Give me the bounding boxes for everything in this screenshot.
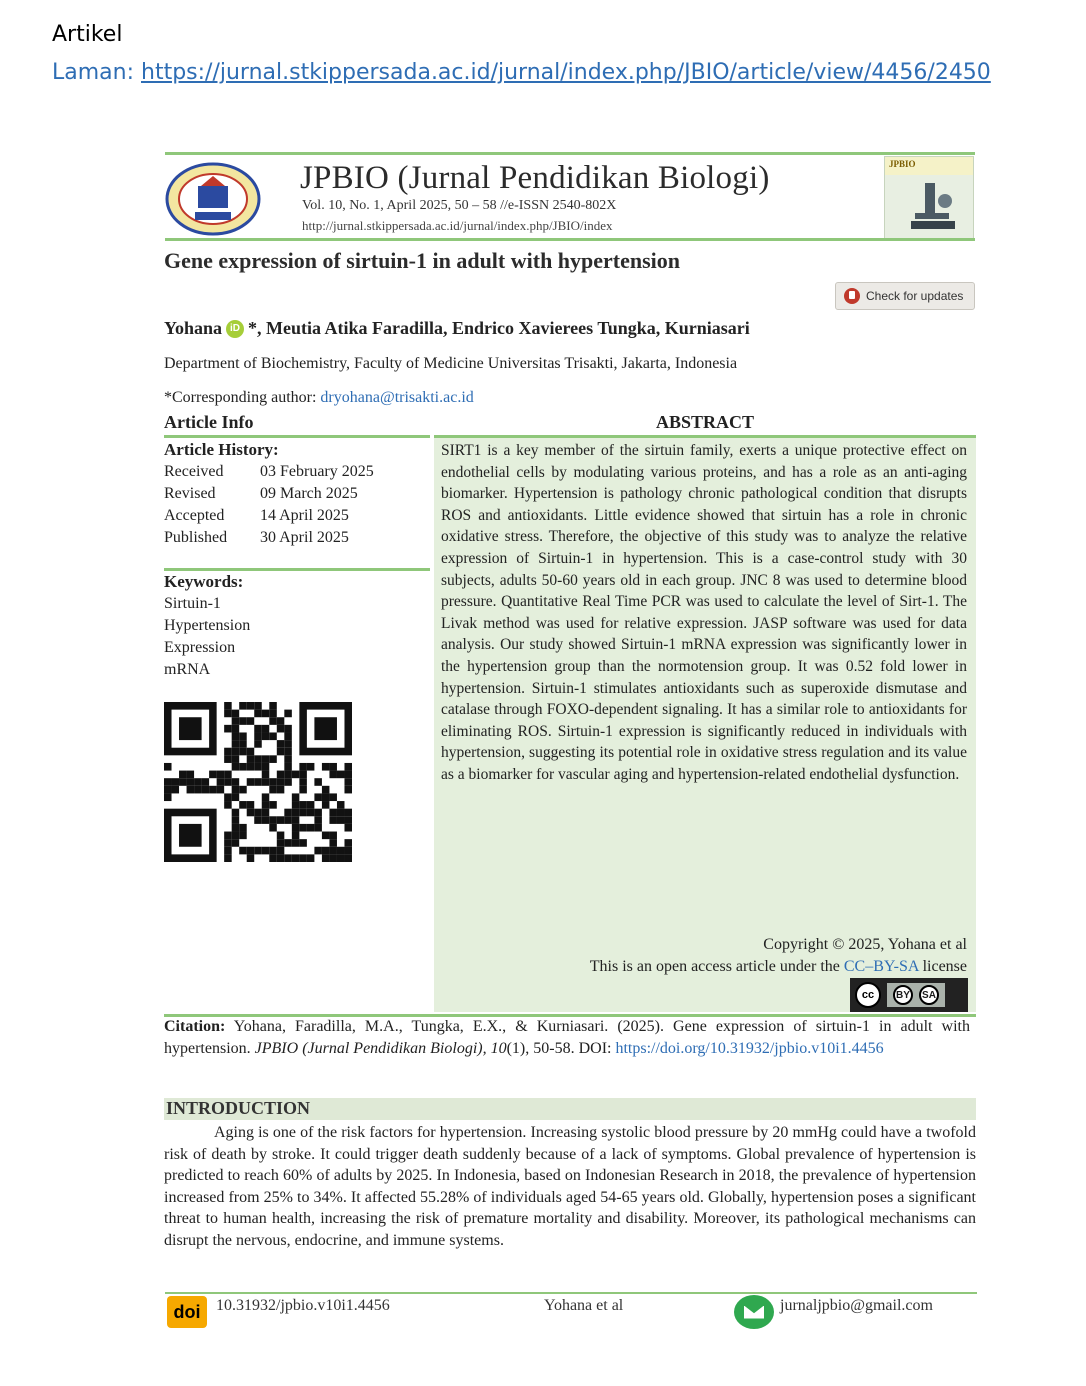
cover-label: JPBIO [889, 159, 916, 169]
keywords-rule [164, 568, 430, 571]
check-for-updates-label: Check for updates [866, 289, 964, 303]
laman-prefix: Laman: [52, 60, 141, 85]
journal-title: JPBIO (Jurnal Pendidikan Biologi) [300, 160, 770, 196]
journal-volume: Vol. 10, No. 1, April 2025, 50 – 58 //e-ISSN 2540-802X [302, 198, 617, 213]
citation-issue: (1), 50-58. DOI: [506, 1040, 616, 1057]
license-line [434, 956, 967, 978]
history-row [164, 483, 374, 505]
citation-journal: JPBIO (Jurnal Pendidikan Biologi), 10 [254, 1040, 507, 1057]
abstract-heading: ABSTRACT [434, 412, 976, 438]
history-key: Received [164, 463, 224, 480]
history-value: 14 April 2025 [260, 507, 349, 524]
citation-label: Citation: [164, 1018, 226, 1035]
corresponding-author [164, 389, 474, 407]
citation-text: Yohana, Faradilla, M.A., Tungka, E.X., & Kurniasari. (2025). Gene expression of sirtuin-1 in adult with hypertension. [164, 1018, 970, 1057]
footer-author: Yohana et al [544, 1297, 624, 1314]
author-list [164, 318, 750, 339]
citation-doi-link[interactable]: https://doi.org/10.31932/jpbio.v10i1.4456 [615, 1040, 884, 1057]
corresponding-prefix: *Corresponding author: [164, 389, 321, 406]
corresponding-email[interactable]: dryohana@trisakti.ac.id [320, 389, 474, 406]
footer-doi[interactable]: 10.31932/jpbio.v10i1.4456 [216, 1297, 390, 1314]
orcid-icon[interactable]: iD [226, 320, 244, 338]
license-link[interactable]: CC–BY-SA [843, 958, 919, 975]
cc-terms [887, 983, 945, 1007]
keywords-label: Keywords: [164, 572, 244, 591]
check-for-updates-button[interactable] [835, 282, 975, 310]
keywords-list [164, 593, 250, 681]
history-key: Revised [164, 485, 216, 502]
by-icon: BY [893, 985, 913, 1005]
history-row [164, 461, 374, 483]
footer-email[interactable]: jurnaljpbio@gmail.com [780, 1297, 933, 1314]
header-rule-bottom [165, 238, 975, 241]
other-authors: *, Meutia Atika Faradilla, Endrico Xavierees Tungka, Kurniasari [248, 318, 750, 338]
history-row [164, 505, 374, 527]
email-icon [734, 1295, 774, 1329]
microscope-icon [885, 157, 973, 239]
citation [164, 1016, 970, 1060]
header-rule-top [165, 152, 975, 155]
abstract-text: SIRT1 is a key member of the sirtuin family, exerts a unique protective effect on endothelial cells by modulating various proteins, and has a role as an anti-aging biomarker. Hypertension is pathology chronic pathological condition that disrupts ROS and antioxidants. Little evidence showed that sirtuin has a role in chronic oxidative stress. Therefore, the objective of this study was to analyze the relative expression of Sirtuin-1 in hypertension. This is a case-control study with 30 subjects, adults 50-60 years old in each group. JNC 8 was used to determine blood pressure. Quantitative Real Time PCR was used to calculate the level of Sirt-1. The Livak method was used for relative expression. JASP software was used for data analysis. Our study showed Sirtuin-1 mRNA expression was significantly lower in the hypertension group than the normotension group. It was 0.52 fold lower in hypertension. Sirtuin-1 stimulates antioxidants such as superoxide dismutase and catalase through FOXO-dependent signaling. It has a similar role to antioxidants for eliminating ROS. Sirtuin-1 expression is significantly reduced in individuals with hypertension, suggesting its potential role in oxidative stress regulation and its value as a biomarker for vascular aging and hypertension-related endothelial dysfunction. [441, 442, 967, 783]
university-seal-icon [165, 162, 261, 236]
keyword-item: Hypertension [164, 617, 251, 634]
introduction-text: Aging is one of the risk factors for hypertension. Increasing systolic blood pressure by 20 mmHg could have a twofold risk of death by stroke. It could trigger death suddenly because of a lack of symptoms. Global prevalence of hypertension is predicted to reach 60% of adults by 2025. In Indonesia, based on Indonesian Research in 2018, the prevalence of hypertension increased from 25% to 34%. It affected 55.28% of individuals aged 54-65 years old. Globally, hypertension poses a significant threat to human health, increasing the risk of premature mortality and disability. Moreover, its pathological mechanisms can disrupt the nervous, endocrine, and immune systems. [164, 1124, 976, 1249]
license-prefix: This is an open access article under the [589, 958, 844, 975]
first-author: Yohana [164, 318, 223, 338]
article-info-heading: Article Info [164, 412, 430, 438]
history-key: Published [164, 529, 228, 546]
copyright-block [434, 934, 967, 978]
copyright-line: Copyright © 2025, Yohana et al [763, 936, 967, 953]
history-key: Accepted [164, 507, 225, 524]
cc-icon: cc [855, 982, 881, 1008]
keyword-item: mRNA [164, 661, 211, 678]
article-page [160, 148, 980, 1338]
page-label: Artikel [52, 22, 123, 47]
article-history-label: Article History: [164, 440, 279, 459]
history-value: 03 February 2025 [260, 463, 374, 480]
journal-url: http://jurnal.stkippersada.ac.id/jurnal/index.php/JBIO/index [302, 218, 613, 233]
history-value: 09 March 2025 [260, 485, 358, 502]
qr-code-icon[interactable] [164, 702, 352, 862]
laman-line [52, 60, 991, 85]
history-row [164, 527, 374, 549]
license-suffix: license [918, 958, 967, 975]
article-history-table [164, 461, 374, 549]
affiliation: Department of Biochemistry, Faculty of Medicine Universitas Trisakti, Jakarta, Indonesia [164, 355, 738, 372]
article-link[interactable]: https://jurnal.stkippersada.ac.id/jurnal/index.php/JBIO/article/view/4456/2450 [141, 60, 991, 85]
cc-by-sa-badge[interactable] [850, 978, 968, 1012]
history-value: 30 April 2025 [260, 529, 349, 546]
journal-cover [884, 156, 974, 240]
article-title: Gene expression of sirtuin-1 in adult with hypertension [164, 248, 681, 273]
doi-icon: doi [167, 1296, 207, 1328]
keyword-item: Sirtuin-1 [164, 595, 221, 612]
crossmark-icon [844, 288, 860, 304]
footer-rule [165, 1292, 977, 1294]
sa-icon: SA [919, 985, 939, 1005]
keyword-item: Expression [164, 639, 236, 656]
introduction-heading: INTRODUCTION [164, 1098, 976, 1120]
